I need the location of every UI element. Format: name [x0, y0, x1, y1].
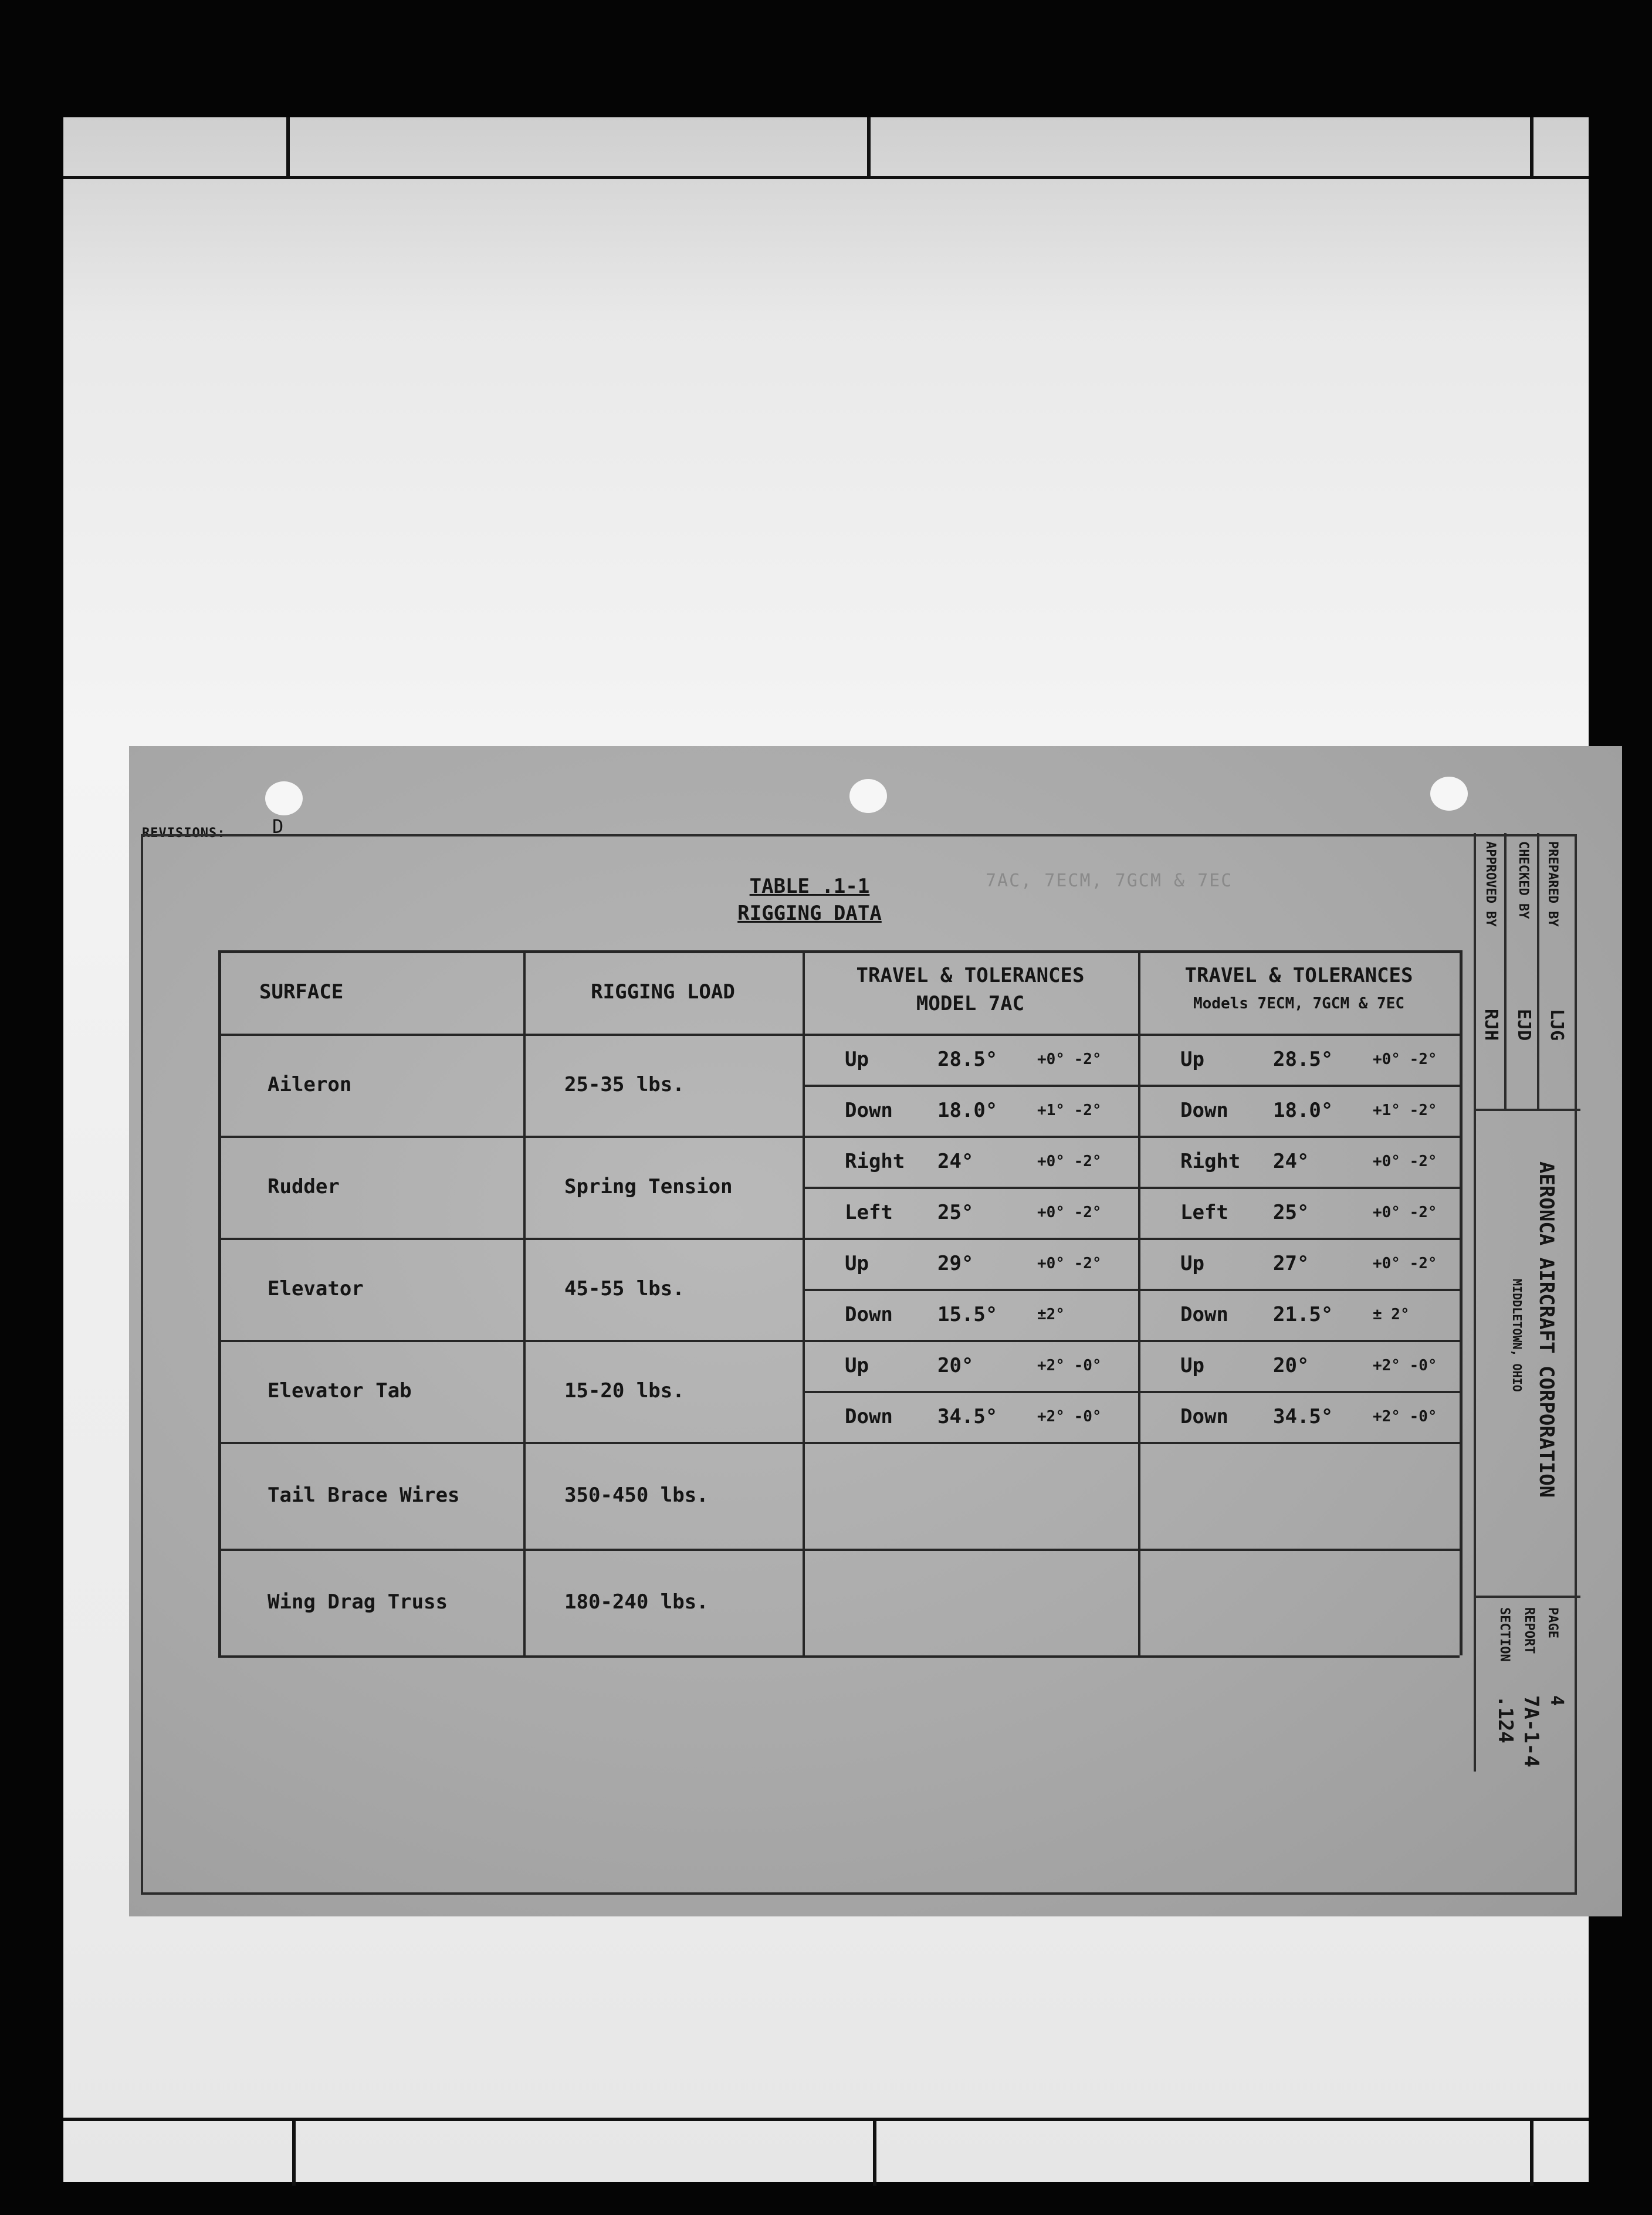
travel-tolerance: +0° -2°: [1373, 1152, 1437, 1170]
surface-cell: Elevator: [268, 1277, 364, 1300]
travel-angle: 28.5°: [937, 1047, 998, 1071]
travel-angle: 15.5°: [937, 1302, 998, 1326]
table-title: RIGGING DATA: [737, 902, 882, 925]
border-tick: [867, 117, 871, 176]
travel-tolerance: +0° -2°: [1037, 1254, 1102, 1272]
travel-angle: 34.5°: [1273, 1404, 1333, 1428]
surface-cell: Tail Brace Wires: [268, 1484, 460, 1507]
report-label: REPORT: [1522, 1607, 1536, 1654]
table-number: TABLE .1-1: [749, 875, 870, 898]
header-model-7ac: MODEL 7AC: [916, 992, 1025, 1015]
faint-stamp-text: 7AC, 7ECM, 7GCM & 7EC: [986, 871, 1233, 891]
header-rigging-load: RIGGING LOAD: [591, 980, 735, 1004]
prepared-by-label: PREPARED BY: [1545, 841, 1560, 927]
punch-hole: [1430, 777, 1468, 811]
travel-tolerance: ± 2°: [1373, 1305, 1410, 1323]
travel-angle: 18.0°: [1273, 1098, 1333, 1122]
travel-tolerance: +0° -2°: [1037, 1152, 1102, 1170]
surface-cell: Wing Drag Truss: [268, 1590, 448, 1614]
travel-angle: 20°: [937, 1353, 974, 1377]
travel-tolerance: +2° -0°: [1037, 1407, 1102, 1425]
travel-direction: Down: [845, 1404, 893, 1428]
travel-direction: Up: [1180, 1251, 1204, 1275]
travel-angle: 34.5°: [937, 1404, 998, 1428]
travel-tolerance: +0° -2°: [1373, 1050, 1437, 1068]
revisions-label: REVISIONS:: [142, 826, 226, 841]
travel-direction: Up: [1180, 1353, 1204, 1377]
approved-by-label: APPROVED BY: [1483, 841, 1498, 927]
table-grid-line: [218, 1655, 1460, 1658]
border-tick: [286, 117, 290, 176]
rigging-load-cell: 25-35 lbs.: [564, 1073, 685, 1096]
checked-by-label: CHECKED BY: [1516, 841, 1531, 919]
travel-angle: 28.5°: [1273, 1047, 1333, 1071]
punch-hole: [265, 781, 303, 815]
border-tick: [873, 2121, 876, 2186]
travel-tolerance: +0° -2°: [1373, 1203, 1437, 1221]
travel-tolerance: +2° -0°: [1037, 1356, 1102, 1374]
surface-cell: Rudder: [268, 1175, 340, 1198]
table-heading: [692, 873, 927, 927]
section-label: SECTION: [1497, 1607, 1512, 1662]
travel-angle: 24°: [937, 1149, 974, 1173]
travel-direction: Up: [845, 1047, 869, 1071]
travel-direction: Down: [1180, 1098, 1228, 1122]
travel-angle: 18.0°: [937, 1098, 998, 1122]
rigging-load-cell: Spring Tension: [564, 1175, 733, 1198]
title-block-divider: [1476, 1596, 1580, 1598]
travel-direction: Right: [845, 1149, 905, 1173]
travel-direction: Down: [845, 1302, 893, 1326]
company-location: MIDDLETOWN, OHIO: [1510, 1279, 1524, 1392]
company-name: AERONCA AIRCRAFT CORPORATION: [1535, 1161, 1558, 1498]
section-value: .124: [1494, 1695, 1517, 1743]
table-grid-line: [1460, 950, 1463, 1655]
prepared-by-value: LJG: [1546, 1009, 1567, 1041]
surface-cell: Elevator Tab: [268, 1379, 412, 1403]
travel-tolerance: +1° -2°: [1373, 1101, 1437, 1119]
page-value: 4: [1546, 1695, 1567, 1706]
header-models-other: Models 7ECM, 7GCM & 7EC: [1193, 995, 1405, 1012]
surface-cell: Aileron: [268, 1073, 352, 1096]
report-value: 7A-1-4: [1519, 1695, 1543, 1767]
travel-angle: 21.5°: [1273, 1302, 1333, 1326]
travel-tolerance: +0° -2°: [1373, 1254, 1437, 1272]
title-block: [1474, 833, 1580, 1772]
travel-tolerance: +2° -0°: [1373, 1407, 1437, 1425]
travel-angle: 24°: [1273, 1149, 1309, 1173]
border-tick: [1530, 2121, 1533, 2186]
travel-tolerance: +2° -0°: [1373, 1356, 1437, 1374]
rigging-data-card: [129, 746, 1622, 1916]
punch-hole: [849, 779, 887, 813]
header-travel-7ac: TRAVEL & TOLERANCES: [856, 964, 1085, 987]
rigging-load-cell: 180-240 lbs.: [564, 1590, 709, 1614]
title-block-divider: [1537, 833, 1539, 1109]
rigging-load-cell: 45-55 lbs.: [564, 1277, 685, 1300]
travel-angle: 29°: [937, 1251, 974, 1275]
travel-angle: 27°: [1273, 1251, 1309, 1275]
travel-direction: Down: [1180, 1404, 1228, 1428]
travel-direction: Down: [845, 1098, 893, 1122]
travel-angle: 20°: [1273, 1353, 1309, 1377]
travel-angle: 25°: [937, 1200, 974, 1224]
travel-tolerance: +0° -2°: [1037, 1203, 1102, 1221]
checked-by-value: EJD: [1514, 1009, 1534, 1041]
title-block-divider: [1476, 1109, 1580, 1111]
travel-direction: Up: [1180, 1047, 1204, 1071]
travel-tolerance: +1° -2°: [1037, 1101, 1102, 1119]
border-tick: [292, 2121, 296, 2186]
revision-value: D: [272, 815, 284, 838]
page-top-border: [63, 117, 1589, 179]
header-travel-other: TRAVEL & TOLERANCES: [1184, 964, 1413, 987]
travel-tolerance: ±2°: [1037, 1305, 1065, 1323]
travel-direction: Up: [845, 1353, 869, 1377]
travel-direction: Down: [1180, 1302, 1228, 1326]
travel-direction: Left: [845, 1200, 893, 1224]
travel-direction: Right: [1180, 1149, 1241, 1173]
border-tick: [1530, 117, 1533, 176]
travel-direction: Left: [1180, 1200, 1228, 1224]
travel-direction: Up: [845, 1251, 869, 1275]
page-bottom-border: [63, 2118, 1589, 2186]
page-label: PAGE: [1545, 1607, 1560, 1638]
travel-tolerance: +0° -2°: [1037, 1050, 1102, 1068]
rigging-load-cell: 350-450 lbs.: [564, 1484, 709, 1507]
film-page: [63, 117, 1589, 2182]
travel-angle: 25°: [1273, 1200, 1309, 1224]
rigging-load-cell: 15-20 lbs.: [564, 1379, 685, 1403]
header-surface: SURFACE: [259, 980, 344, 1004]
title-block-divider: [1504, 833, 1507, 1109]
approved-by-value: RJH: [1481, 1009, 1501, 1041]
